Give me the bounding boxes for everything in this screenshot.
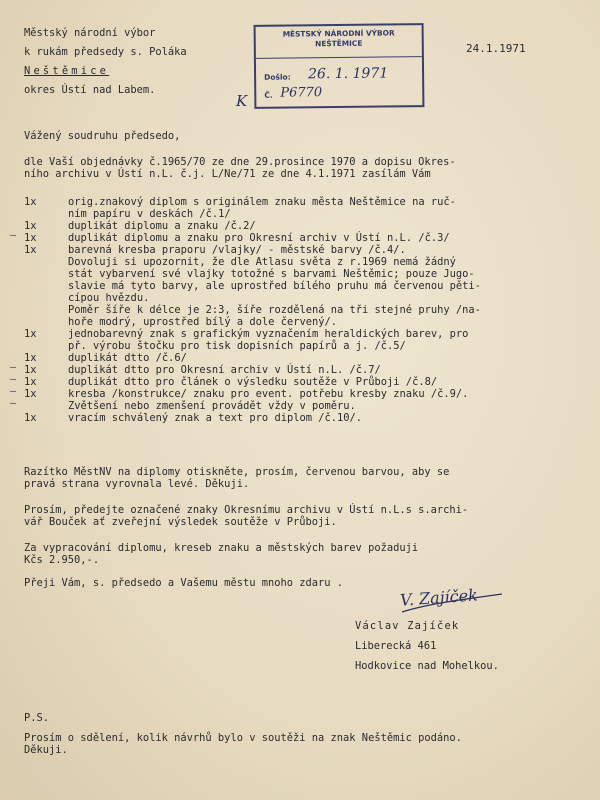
item-quantity: 1x (24, 232, 37, 244)
item-quantity: 1x (24, 220, 37, 232)
item-quantity: 1x (24, 364, 37, 376)
stamp-date-label: Došlo: (264, 72, 291, 82)
item-text-line: duplikát dtto pro Okresní archiv v Ústí n.L. /č.7/ (68, 364, 381, 376)
postscript-line-2: Děkuji. (24, 744, 68, 756)
item-text-line: barevná kresba praporu /vlajky/ - městské barvy /č.4/. (68, 244, 406, 256)
item-text-line: Dovoluji si upozornit, že dle Atlasu světa z r.1969 nemá žádný (68, 256, 456, 268)
stamp-number-label: Č. (264, 90, 273, 100)
item-text-line: slavie má tyto barvy, ale uprostřed bílého pruhu má červenou pěti- (68, 280, 481, 292)
item-text-line: Poměr šíře k délce je 2:3, šíře rozdělená na tři stejné pruhy /na- (68, 304, 481, 316)
item-quantity: 1x (24, 196, 37, 208)
item-quantity: 1x (24, 244, 37, 256)
signature-name: Václav Zajíček (355, 620, 460, 632)
letter-date: 24.1.1971 (466, 42, 526, 55)
margin-dash: — (10, 386, 17, 397)
item-text-line: kresba /konstrukce/ znaku pro event. potřebu kresby znaku /č.9/. (68, 388, 469, 400)
handwritten-signature: V. Zajíček (399, 585, 479, 610)
item-quantity: 1x (24, 328, 37, 340)
item-quantity: 1x (24, 352, 37, 364)
recipient-line-2: k rukám předsedy s. Poláka (24, 46, 187, 58)
item-text-line: duplikát dtto /č.6/ (68, 352, 187, 364)
intro-line-2: ního archivu v Ústí n.L. č.j. L/Ne/71 ze dne 4.1.1971 zasílám Vám (24, 168, 431, 180)
recipient-town: Neštěmice (24, 65, 110, 77)
item-text-line: stát vybarvení své vlajky totožné s barvami Neštěmic; pouze Jugo- (68, 268, 475, 280)
recipient-district: okres Ústí nad Labem. (24, 84, 156, 96)
salutation: Vážený soudruhu předsedo, (24, 130, 181, 142)
paragraph-fee-line-1: Za vypracování diplomu, kreseb znaku a městských barev požaduji (24, 542, 419, 554)
signature-street: Liberecká 461 (355, 640, 437, 652)
recipient-line-1: Městský národní výbor (24, 27, 156, 39)
item-quantity: 1x (24, 388, 37, 400)
margin-dash: — (10, 374, 17, 385)
paragraph-fee-line-2: Kčs 2.950,-. (24, 554, 100, 566)
paragraph-archive-line-2: vář Bouček ať zveřejní výsledek soutěže v Průboji. (24, 516, 337, 528)
stamp-number-value: P6770 (280, 85, 323, 101)
paragraph-archive-line-1: Prosím, předejte označené znaky Okresnímu archivu v Ústí n.L.s s.archi- (24, 504, 469, 516)
item-text-line: duplikát diplomu a znaku pro Okresní archiv v Ústí n.L. /č.3/ (68, 232, 450, 244)
stamp-org-line-1: MĚSTSKÝ NÁRODNÍ VÝBOR (282, 28, 395, 39)
postscript-line-1: Prosím o sdělení, kolik návrhů bylo v soutěži na znak Neštěmic podáno. (24, 732, 462, 744)
item-quantity: 1x (24, 376, 37, 388)
item-text-line: př. výrobu štočku pro tisk dopisních papírů a j. /č.5/ (68, 340, 406, 352)
margin-dash: — (10, 362, 17, 373)
stamp-margin-mark: K (236, 92, 248, 110)
stamp-date-value: 26. 1. 1971 (308, 65, 389, 83)
signature-city: Hodkovice nad Mohelkou. (355, 660, 499, 672)
margin-dash: — (10, 230, 17, 241)
postscript-label: P.S. (24, 712, 50, 724)
item-text-line: cípou hvězdu. (68, 292, 150, 304)
item-text-line: duplikát dtto pro článek o výsledku soutěže v Průboji /č.8/ (68, 376, 438, 388)
item-text-line: duplikát diplomu a znaku /č.2/ (68, 220, 256, 232)
item-text-line: Zvětšení nebo zmenšení provádět vždy v poměru. (68, 400, 356, 412)
item-quantity: 1x (24, 412, 37, 424)
item-text-line: ním papíru v deskách /č.1/ (68, 208, 231, 220)
stamp-org-line-2: NEŠTĚMICE (315, 38, 363, 49)
item-text-line: vracím schválený znak a text pro diplom /č.10/. (68, 412, 363, 424)
paragraph-wishes: Přeji Vám, s. předsedo a Vašemu městu mnoho zdaru . (24, 577, 344, 589)
margin-dash: — (10, 398, 17, 409)
item-text-line: orig.znakový diplom s originálem znaku města Neštěmice na ruč- (68, 196, 456, 208)
paragraph-stamp-line-1: Razítko MěstNV na diplomy otiskněte, prosím, červenou barvou, aby se (24, 466, 450, 478)
paragraph-stamp-line-2: pravá strana vyrovnala levé. Děkuji. (24, 478, 250, 490)
item-text-line: jednobarevný znak s grafickým vyznačením heraldických barev, pro (68, 328, 469, 340)
intro-line-1: dle Vaší objednávky č.1965/70 ze dne 29.prosince 1970 a dopisu Okres- (24, 156, 456, 168)
item-text-line: hoře modrý, uprostřed bílý a dole červený/. (68, 316, 337, 328)
signature-flourish (398, 590, 508, 620)
received-stamp (254, 23, 425, 109)
